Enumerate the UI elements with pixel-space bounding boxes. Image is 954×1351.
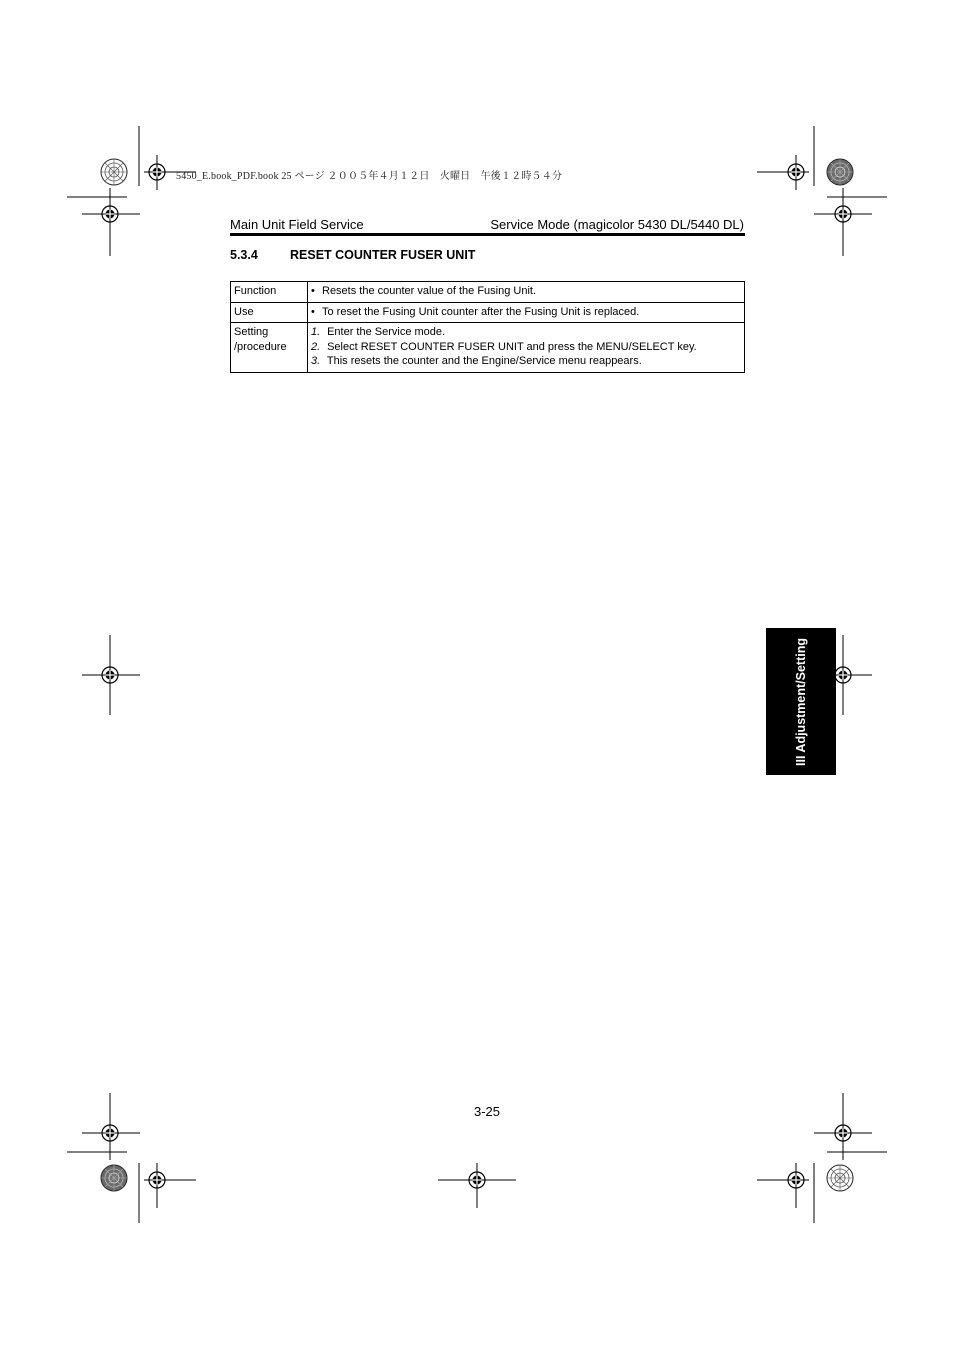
chapter-tab [766,628,836,775]
bullet-text: • Resets the counter value of the Fusing Unit. [311,285,536,297]
section-title: RESET COUNTER FUSER UNIT [290,248,476,262]
step-number: 3. [311,355,321,367]
procedure-step [311,354,741,369]
row-label-line: /procedure [234,340,287,353]
step-text: Select RESET COUNTER FUSER UNIT and press the MENU/SELECT key. [327,340,697,353]
step-number: 2. [311,340,321,353]
row-label-line: Setting [234,326,269,338]
row-label: Function [231,282,308,303]
table-row [231,282,745,303]
procedure-step [311,340,741,355]
step-text: This resets the counter and the Engine/Service menu reappears. [326,355,642,367]
step-text: Enter the Service mode. [327,326,446,338]
step-number: 1. [311,326,321,338]
chapter-tab-label: III Adjustment/Setting [794,637,808,766]
running-header-right: Service Mode (magicolor 5430 DL/5440 DL) [490,217,744,232]
print-slug: 5450_E.book_PDF.book 25 ページ ２００５年４月１２日 火曜日 午後１２時５４分 [176,171,563,182]
section-number: 5.3.4 [230,248,258,262]
row-label: Use [231,302,308,323]
table-row [231,323,745,373]
table-row [231,302,745,323]
row-content [308,282,745,303]
running-header-left: Main Unit Field Service [230,217,364,232]
function-table [230,281,745,373]
row-content [308,323,745,373]
procedure-step [311,325,741,340]
section-heading [230,248,475,262]
bullet-text: • To reset the Fusing Unit counter after the Fusing Unit is replaced. [311,306,639,318]
page-number: 3-25 [474,1104,501,1119]
row-label [231,323,308,373]
row-content [308,302,745,323]
header-rule [230,233,745,236]
